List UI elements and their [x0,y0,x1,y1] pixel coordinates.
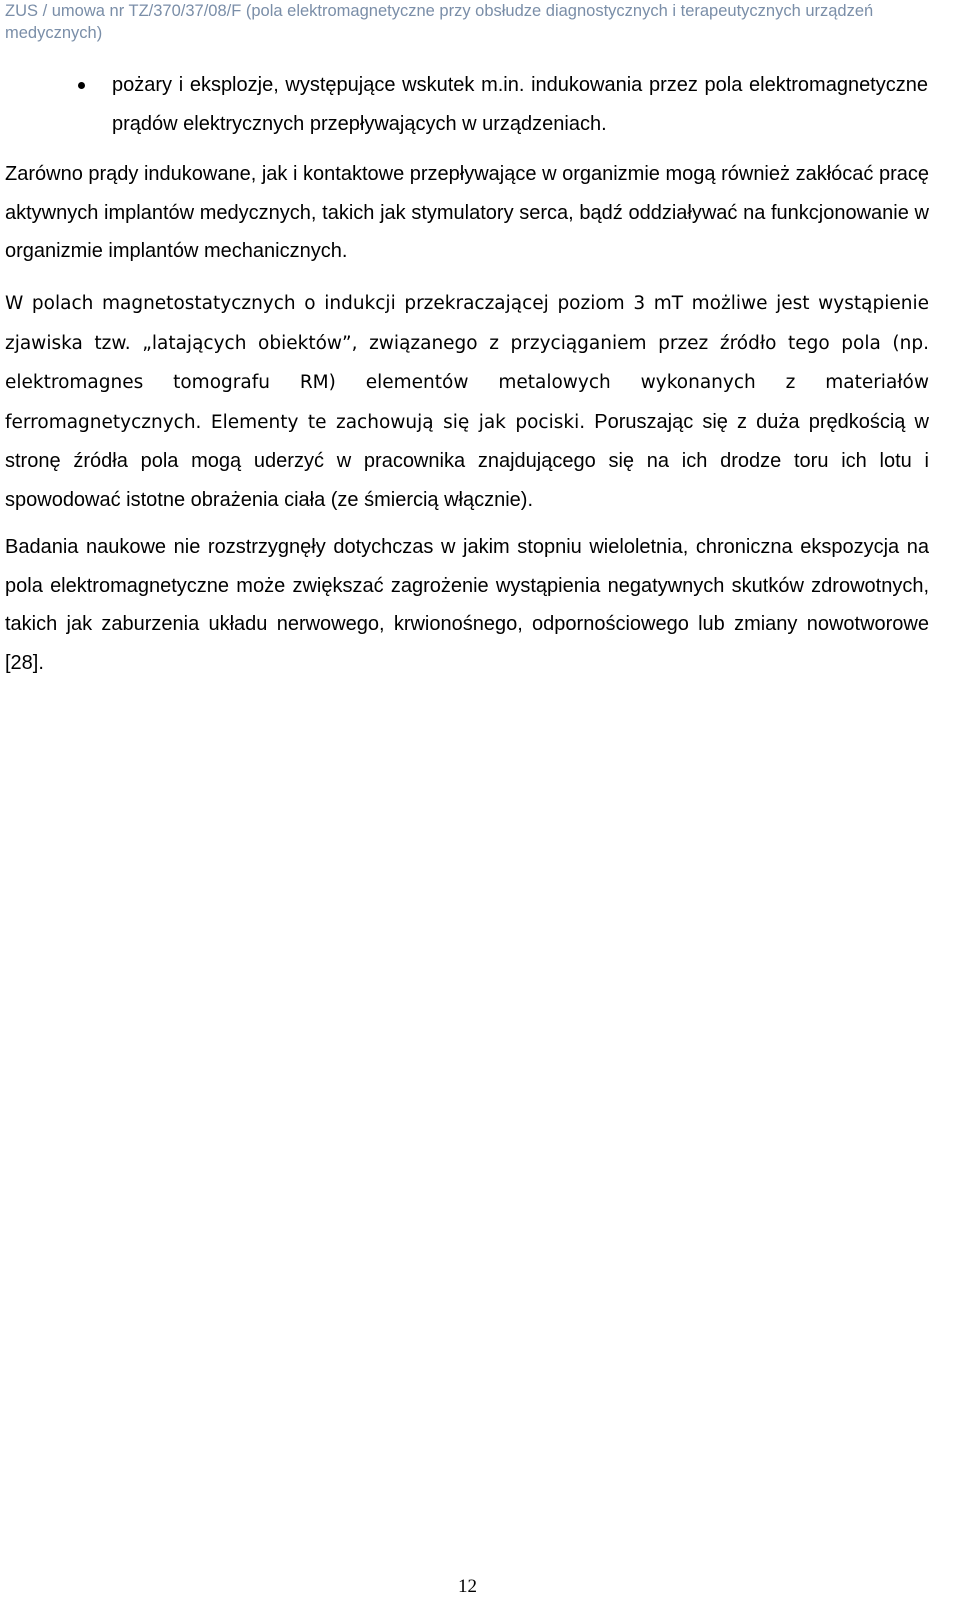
paragraph-magnetostatic-part1: W polach magnetostatycznych o indukcji przekraczającej poziom 3 mT możliwe jest wystąpienie zjawiska tzw. „latających obiektów”, związanego z przyciąganiem przez źródło tego pola (np. elektromagnes tomografu RM) elementów metalowych wykonanych z materiałów ferromagnetycznych. Elementy te zachowują się jak pociski. [5,293,929,433]
paragraph-magnetostatic [5,284,929,519]
paragraph-research: Badania naukowe nie rozstrzygnęły dotychczas w jakim stopniu wieloletnia, chroniczna ekspozycja na pola elektromagnetyczne może zwiększać zagrożenie wystąpienia negatywnych skutków zdrowotnych, takich jak zaburzenia układu nerwowego, krwionośnego, odpornościowego lub zmiany nowotworowe [28]. [5,536,929,674]
list-item [112,66,928,143]
bullet-list [0,66,960,143]
paragraph-magnetostatic-part2: Poruszając się z duża prędkością w stronę źródła pola mogą uderzyć w pracownika znajdującego się na ich drodze toru ich lotu i spowodować istotne obrażenia ciała (ze śmiercią włącznie). [5,410,929,511]
document-header: ZUS / umowa nr TZ/370/37/08/F (pola elektromagnetyczne przy obsłudze diagnostycznych i terapeutycznych urządzeń medycznych) [5,2,874,42]
list-item-text: pożary i eksplozje, występujące wskutek m.in. indukowania przez pola elektromagnetyczne prądów elektrycznych przepływających w urządzeniach. [112,74,928,135]
paragraph-implants: Zarówno prądy indukowane, jak i kontaktowe przepływające w organizmie mogą również zakłócać pracę aktywnych implantów medycznych, takich jak stymulatory serca, bądź oddziaływać na funkcjonowanie w organizmie implantów mechanicznych. [5,163,929,262]
page-number: 12 [458,1576,477,1597]
bullet-icon [78,82,85,89]
